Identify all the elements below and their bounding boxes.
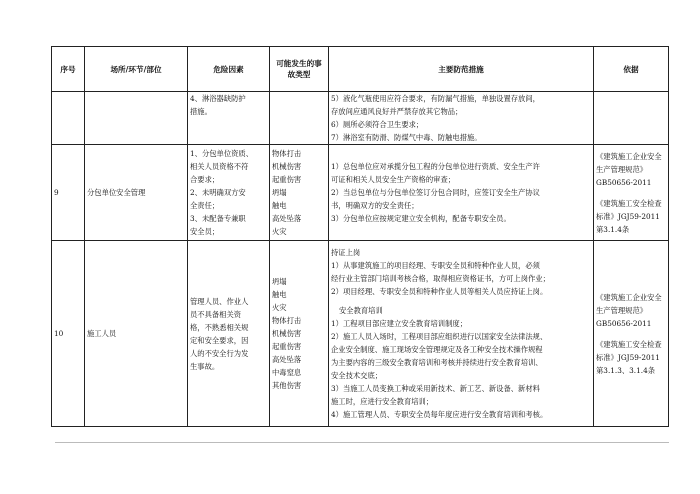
row-hazards: [188, 92, 270, 145]
measure-line: 3）分包单位应按规定建立安全机构，配备专职安全员。: [331, 214, 511, 223]
row-measures: [329, 145, 594, 241]
basis-line: 标准》JGJ59-2011: [596, 352, 660, 362]
row-number: 10: [52, 241, 85, 427]
row-basis: [594, 145, 669, 241]
basis-line: 《建筑施工企业安全: [596, 292, 662, 302]
accident-type: 触电: [272, 290, 287, 299]
accident-type: 起重伤害: [272, 175, 302, 184]
measure-line: 书，明确双方的安全责任；: [331, 201, 419, 210]
measure-line: 施工时，应进行安全教育培训；: [331, 397, 434, 406]
row-basis: [594, 92, 669, 145]
accident-type: 机械伤害: [272, 162, 302, 171]
row-number: 9: [52, 145, 85, 241]
basis-line: GB50656-2011: [596, 177, 652, 187]
header-measures: 主要防范措施: [329, 47, 594, 92]
row-measures: [329, 92, 594, 145]
measure-line: 4）施工管理人员、专职安全员每年度应进行安全教育培训和考核。: [331, 410, 548, 419]
measure-line: 安全教育培训: [339, 306, 383, 315]
hazard-line: 2、未明确双方安: [190, 188, 246, 197]
row-accidents: [270, 241, 329, 427]
row-place: [85, 92, 188, 145]
accident-type: 高处坠落: [272, 355, 302, 364]
basis-line: 第3.1.3、3.1.4条: [596, 365, 656, 375]
table-row: [52, 241, 669, 427]
row-place: 施工人员: [85, 241, 188, 427]
header-accidents: 可能发生的事故类型: [270, 47, 329, 92]
measure-line: 经行业主管部门培训考核合格，取得相应资格证书，方可上岗作业；: [331, 274, 550, 283]
basis-line: 《建筑施工安全检查: [596, 198, 662, 208]
header-no: 序号: [52, 47, 85, 92]
table-row: [52, 145, 669, 241]
row-hazards: [188, 241, 270, 427]
hazard-line: 员不具备相关资: [190, 309, 242, 319]
basis-line: 标准》JGJ59-2011: [596, 211, 660, 221]
measure-line: 2）当总包单位与分包单位签订分包合同时，应签订安全生产协议: [331, 188, 540, 197]
hazard-line: 定和安全要求，因: [190, 335, 249, 345]
basis-line: 生产管理规范》: [596, 164, 648, 174]
basis-line: 《建筑施工安全检查: [596, 339, 662, 349]
measure-line: 1）工程项目部应建立安全教育培训制度；: [331, 319, 467, 328]
measure-line: 7）淋浴室有防滑、防煤气中毒、防触电措施。: [331, 133, 482, 142]
hazard-line: 人的不安全行为发: [190, 348, 249, 358]
row-accidents: [270, 145, 329, 241]
hazard-line: 相关人员资格不符: [190, 162, 249, 171]
safety-measures-table: [51, 46, 669, 427]
row-number: [52, 92, 85, 145]
table-row: [52, 92, 669, 145]
hazard-line: 1、分包单位资质、: [190, 149, 254, 158]
footer-divider: [55, 442, 669, 443]
measure-line: 存放间应通风良好并严禁存放其它物品；: [331, 107, 463, 116]
measure-line: 企业安全制度、施工现场安全管理规定及各工种安全技术操作规程: [331, 345, 543, 354]
measure-line: 安全技术交底；: [331, 371, 383, 380]
accident-type: 火灾: [272, 227, 287, 236]
measure-line: 2）施工人员入场时，工程项目部应组织进行以国家安全法律法规、: [331, 332, 548, 341]
header-basis: 依据: [594, 47, 669, 92]
measure-line: 2）项目经理、专职安全员和特种作业人员等相关人员应持证上岗。: [331, 287, 548, 296]
header-place: 场所/环节/部位: [85, 47, 188, 92]
basis-line: [596, 189, 666, 197]
basis-line: 第3.1.4条: [596, 224, 630, 234]
table-header-row: [52, 47, 669, 92]
basis-line: GB50656-2011: [596, 318, 652, 328]
hazard-line: 管理人员、作业人: [190, 296, 249, 306]
hazard-line: 3、未配备专兼职: [190, 214, 246, 223]
measure-line: 5）液化气瓶使用应符合要求，有防漏气措施，单独设置存放间，: [331, 94, 540, 103]
measure-line: 6）厕所必须符合卫生要求；: [331, 120, 424, 129]
accident-type: 触电: [272, 201, 287, 210]
accident-type: 高处坠落: [272, 214, 302, 223]
accident-type: 物体打击: [272, 316, 302, 325]
measure-line: 持证上岗: [331, 248, 361, 257]
accident-type: 坍塌: [272, 188, 287, 197]
measure-line: 3）当施工人员变换工种或采用新技术、新工艺、新设备、新材料: [331, 384, 540, 393]
hazard-line: 4、淋浴器缺防护: [190, 94, 246, 103]
accident-type: 火灾: [272, 303, 287, 312]
hazard-line: 合要求；: [190, 175, 220, 184]
header-hazards: 危险因素: [188, 47, 270, 92]
basis-line: 生产管理规范》: [596, 305, 648, 315]
basis-line: [596, 330, 666, 338]
accident-type: 起重伤害: [272, 342, 302, 351]
hazard-line: 格，不熟悉相关规: [190, 322, 249, 332]
accident-type: 坍塌: [272, 277, 287, 286]
measure-line: 1）从事建筑施工的项目经理、专职安全员和特种作业人员，必须: [331, 261, 540, 270]
row-hazards: [188, 145, 270, 241]
accident-type: 机械伤害: [272, 329, 302, 338]
hazard-line: 措施。: [190, 107, 212, 116]
hazard-line: 安全员；: [190, 227, 220, 236]
accident-type: 物体打击: [272, 149, 302, 158]
row-basis: [594, 241, 669, 427]
row-measures: [329, 241, 594, 427]
row-accidents: [270, 92, 329, 145]
basis-line: 《建筑施工企业安全: [596, 151, 662, 161]
accident-type: 其他伤害: [272, 381, 302, 390]
hazard-line: 生事故。: [190, 361, 220, 371]
row-place: 分包单位安全管理: [85, 145, 188, 241]
measure-line: 为主要内容的三级安全教育培训和考核并持续进行安全教育培训、: [331, 358, 543, 367]
hazard-line: 全责任；: [190, 201, 220, 210]
accident-type: 中毒窒息: [272, 368, 302, 377]
measure-line: 1）总包单位应对承揽分包工程的分包单位进行资质、安全生产许: [331, 162, 540, 171]
measure-line: 可证和相关人员安全生产资格的审查；: [331, 175, 456, 184]
